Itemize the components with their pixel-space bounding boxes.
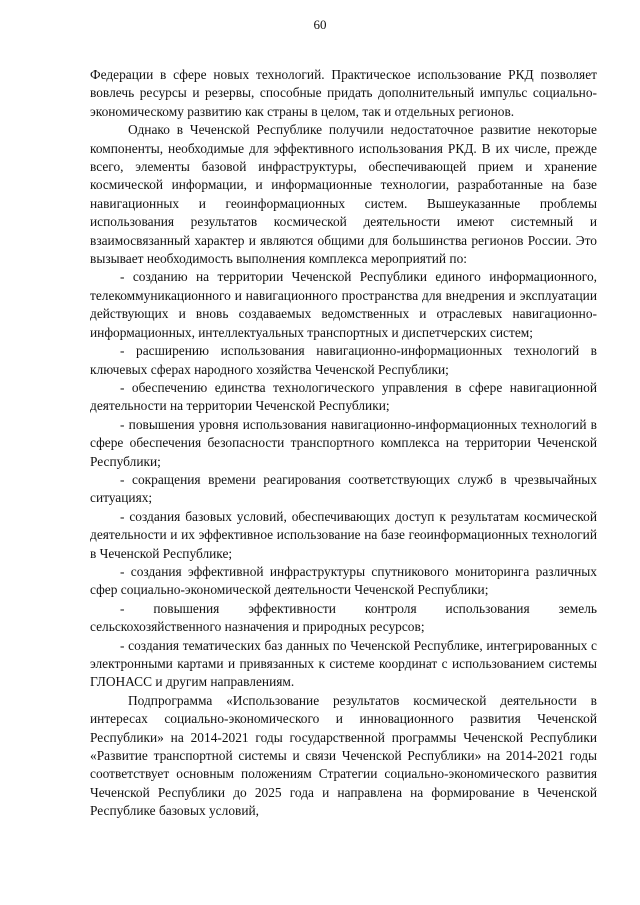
list-item: - создания тематических баз данных по Чеченской Республике, интегрированных с электронными картами и привязанных к системе координат с использованием системы ГЛОНАСС и другим направлениям. [90,637,597,690]
paragraph-2: Однако в Чеченской Республике получили недостаточное развитие некоторые компоненты, необходимые для эффективного использования РКД. В их числе, прежде всего, элементы базовой инфраструктуры, обеспечивающей прием и хранение космической информации, и информационные технологии, разработанные на базе навигационных и геоинформационных систем. Вышеуказанные проблемы использования результатов космической деятельности имеют системный и взаимосвязанный характер и являются общими для большинства регионов России. Это вызывает необходимость выполнения комплекса мероприятий по: [90,122,597,267]
list-item: - повышения уровня использования навигационно-информационных технологий в сфере обеспечения безопасности транспортного комплекса на территории Чеченской Республики; [90,416,597,469]
list-item: - повышения эффективности контроля использования земель сельскохозяйственного назначения и природных ресурсов; [90,600,597,635]
list-item: - обеспечению единства технологического управления в сфере навигационной деятельности на территории Чеченской Республики; [90,379,597,414]
list-item: - создания базовых условий, обеспечивающих доступ к результатам космической деятельности и их эффективное использование на базе геоинформационных технологий в Чеченской Республике; [90,508,597,561]
list-item: - создания эффективной инфраструктуры спутникового мониторинга различных сфер социально-экономической деятельности Чеченской Республики; [90,563,597,598]
list-item: - сокращения времени реагирования соответствующих служб в чрезвычайных ситуациях; [90,471,597,506]
measures-list [90,268,597,691]
list-item: - созданию на территории Чеченской Республики единого информационного, телекоммуникационного и навигационного пространства для внедрения и эксплуатации действующих и вновь создаваемых ведомственных и отраслевых навигационно-информационных, интеллектуальных транспортных и диспетчерских систем; [90,269,597,340]
list-item: - расширению использования навигационно-информационных технологий в ключевых сферах народного хозяйства Чеченской Республики; [90,343,597,377]
page-number: 60 [313,17,327,32]
paragraph-1: Федерации в сфере новых технологий. Практическое использование РКД позволяет вовлечь ресурсы и резервы, способные придать дополнительный импульс социально-экономическому развитию как страны в целом, так и отдельных регионов. [90,67,597,119]
paragraph-3: Подпрограмма «Использование результатов космической деятельности в интересах социально-экономического и инновационного развития Чеченской Республики» на 2014-2021 годы государственной программы Чеченской Республики «Развитие транспортной системы и связи Чеченской Республики» на 2014-2021 годы соответствует основным положениям Стратегии социально-экономического развития Чеченской Республики до 2025 года и направлена на формирование в Чеченской Республике базовых условий, [90,692,597,819]
document-body [90,66,597,821]
